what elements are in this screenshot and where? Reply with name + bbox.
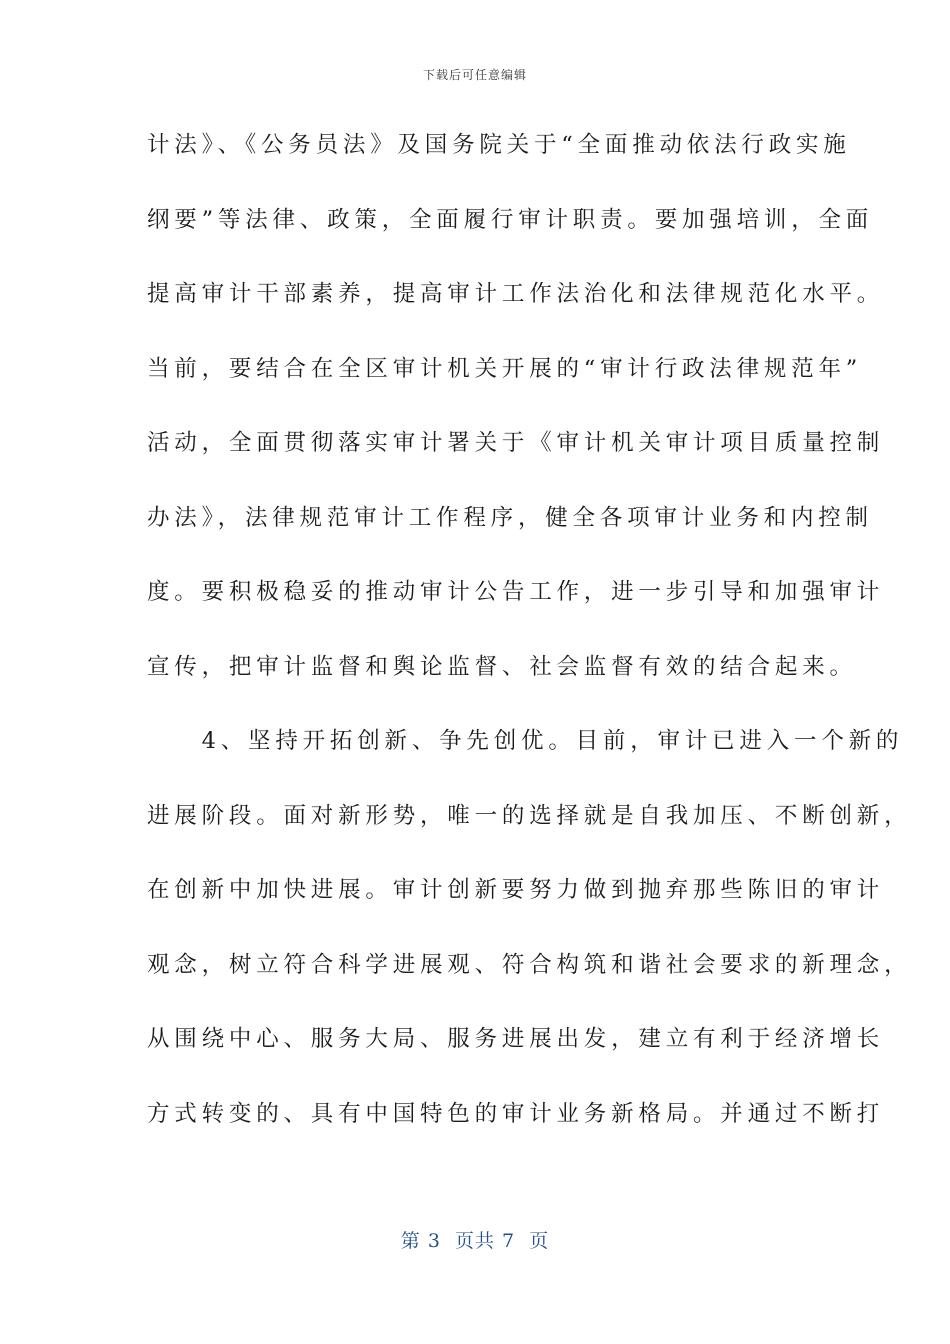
body-line: 办法》，法律规范审计工作程序，健全各项审计业务和内控制 — [147, 504, 873, 531]
body-line: 观念，树立符合科学进展观、符合构筑和谐社会要求的新理念， — [147, 951, 912, 978]
body-line: 当前，要结合在全区审计机关开展的“审计行政法律规范年” — [147, 355, 863, 382]
body-line: 计法》、《公务员法》及国务院关于“全面推动依法行政实施 — [147, 132, 851, 158]
body-line: 活动，全面贯彻落实审计署关于《审计机关审计项目质量控制 — [147, 430, 885, 456]
document-body — [147, 112, 912, 1155]
page-header-note: 下载后可任意编辑 — [422, 68, 527, 82]
body-line: 进展阶段。面对新形势，唯一的选择就是自我加压、不断创新， — [147, 802, 912, 829]
body-line: 度。要积极稳妥的推动审计公告工作，进一步引导和加强审计 — [147, 579, 885, 605]
body-line: 方式转变的、具有中国特色的审计业务新格局。并通过不断打 — [147, 1100, 885, 1127]
body-line: 在创新中加快进展。审计创新要努力做到抛弃那些陈旧的审计 — [147, 877, 885, 903]
body-line: 从围绕中心、服务大局、服务进展出发，建立有利于经济增长 — [147, 1026, 885, 1052]
body-line: 宣传，把审计监督和舆论监督、社会监督有效的结合起来。 — [147, 653, 857, 680]
page-number-footer: 第 3 页共 7 页 — [400, 1230, 550, 1252]
body-line: 4、坚持开拓创新、争先创优。目前，审计已进入一个新的 — [147, 728, 904, 754]
body-line: 提高审计干部素养，提高审计工作法治化和法律规范化水平。 — [147, 281, 885, 307]
body-line: 纲要”等法律、政策，全面履行审计职责。要加强培训，全面 — [147, 206, 874, 233]
